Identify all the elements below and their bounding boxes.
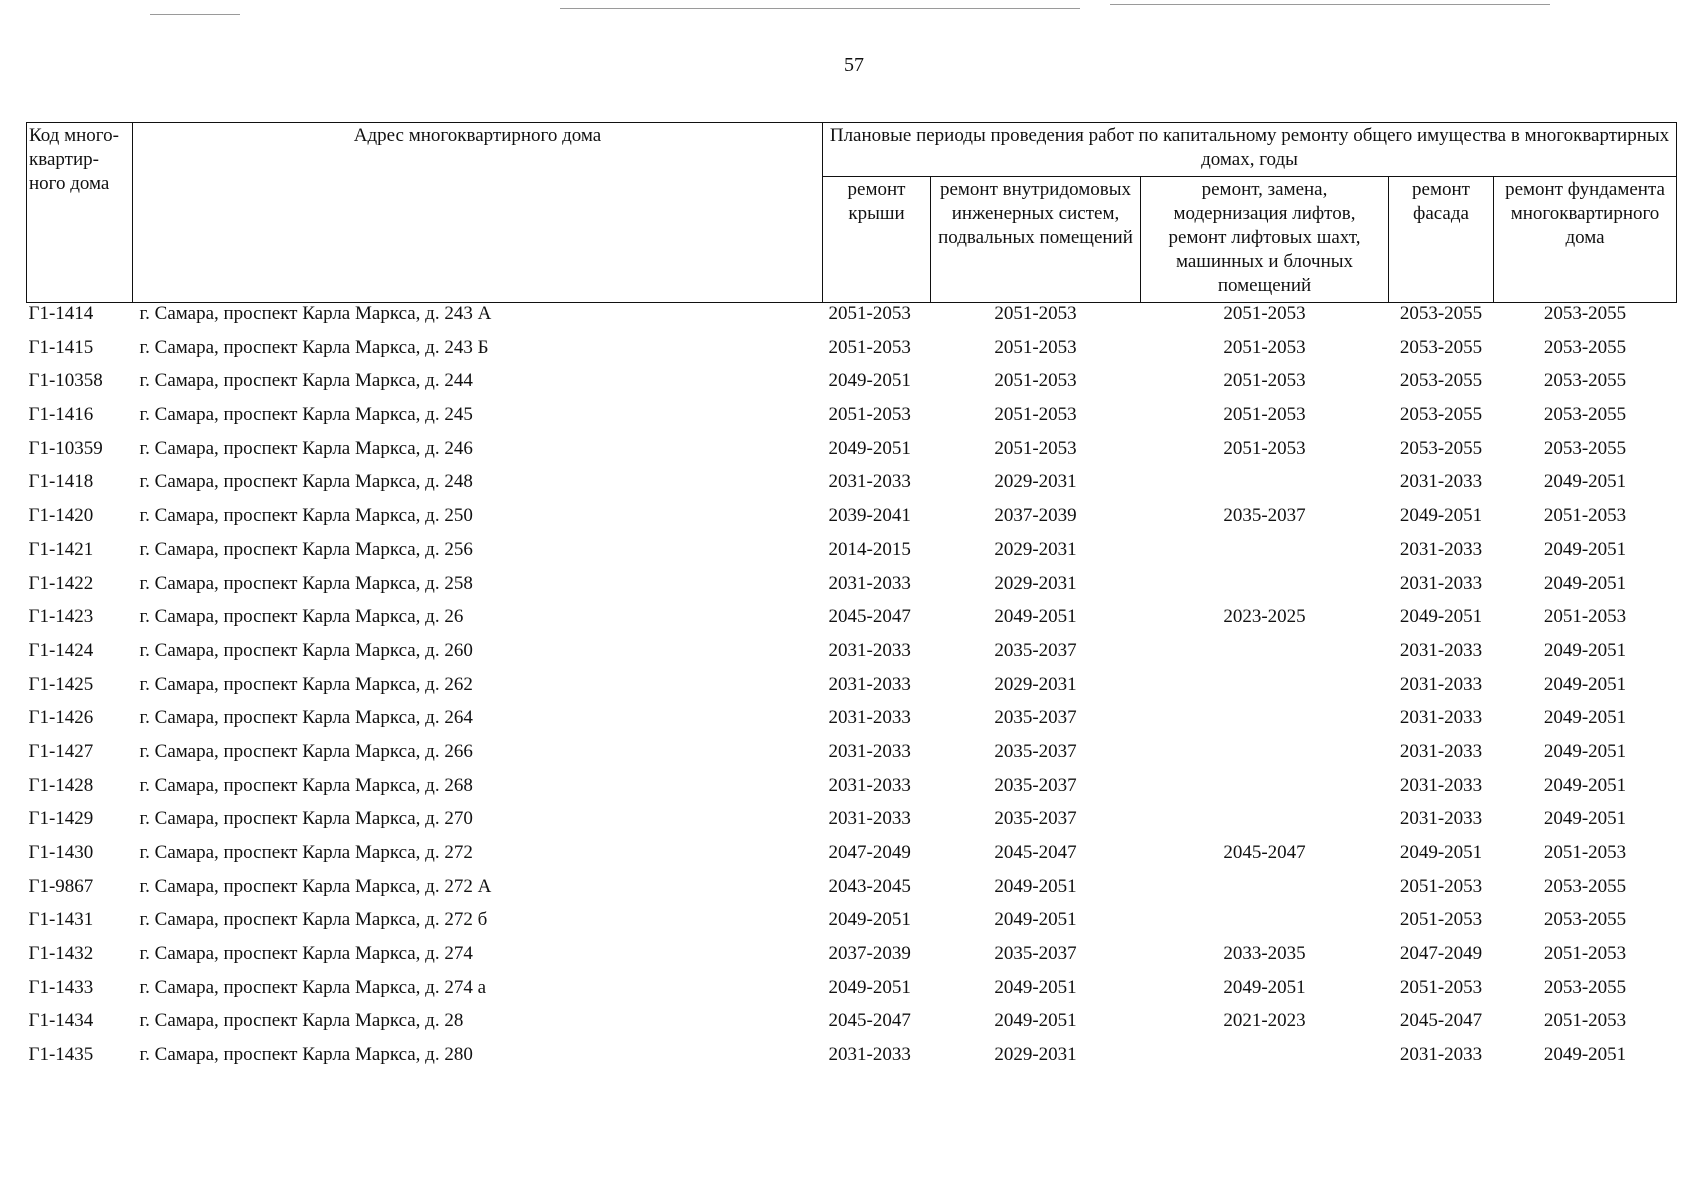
table-body <box>27 303 1677 1078</box>
table-row <box>27 775 1677 809</box>
cell-systems: 2051-2053 <box>994 404 1077 426</box>
cell-roof: 2043-2045 <box>828 875 911 897</box>
cell-facade: 2053-2055 <box>1399 437 1483 459</box>
cell-roof: 2031-2033 <box>828 740 911 762</box>
cell-foundation: 2051-2053 <box>1543 943 1627 965</box>
cell-roof: 2049-2051 <box>828 909 911 931</box>
cell-facade: 2053-2055 <box>1399 370 1483 392</box>
cell-roof: 2031-2033 <box>828 673 911 695</box>
cell-facade: 2031-2033 <box>1399 471 1483 493</box>
cell-systems: 2037-2039 <box>994 505 1077 527</box>
cell-facade: 2031-2033 <box>1399 1044 1483 1066</box>
table-row <box>27 1010 1677 1044</box>
cell-systems: 2029-2031 <box>994 471 1077 493</box>
table-row <box>27 573 1677 607</box>
cell-systems: 2049-2051 <box>994 1010 1077 1032</box>
cell-foundation: 2051-2053 <box>1543 505 1627 527</box>
cell-roof: 2049-2051 <box>828 976 911 998</box>
cell-lifts <box>1141 573 1389 607</box>
cell-code: Г1-1424 <box>28 639 94 661</box>
cell-foundation: 2053-2055 <box>1543 370 1627 392</box>
cell-address: г. Самара, проспект Карла Маркса, д. 243 Б <box>139 336 489 358</box>
cell-foundation: 2049-2051 <box>1543 538 1627 560</box>
table-row <box>27 1044 1677 1078</box>
cell-facade: 2031-2033 <box>1399 740 1483 762</box>
table-row <box>27 977 1677 1011</box>
cell-lifts: 2051-2053 <box>1223 404 1306 426</box>
cell-roof: 2039-2041 <box>828 505 911 527</box>
cell-facade: 2053-2055 <box>1399 404 1483 426</box>
cell-roof: 2049-2051 <box>828 370 911 392</box>
cell-lifts <box>1141 674 1389 708</box>
cell-facade: 2051-2053 <box>1399 976 1483 998</box>
cell-roof: 2031-2033 <box>828 707 911 729</box>
cell-facade: 2049-2051 <box>1399 842 1483 863</box>
cell-address: г. Самара, проспект Карла Маркса, д. 272 А <box>139 875 492 897</box>
cell-address: г. Самара, проспект Карла Маркса, д. 268 <box>139 774 473 796</box>
cell-roof: 2031-2033 <box>828 471 911 493</box>
cell-systems: 2045-2047 <box>994 842 1077 863</box>
cell-address: г. Самара, проспект Карла Маркса, д. 256 <box>139 538 473 560</box>
cell-address: г. Самара, проспект Карла Маркса, д. 272 <box>139 842 473 863</box>
cell-roof: 2031-2033 <box>828 1044 911 1066</box>
cell-code: Г1-1420 <box>28 505 94 527</box>
cell-code: Г1-1416 <box>28 404 94 426</box>
table-row <box>27 943 1677 977</box>
cell-lifts <box>1141 741 1389 775</box>
cell-code: Г1-1421 <box>28 538 94 560</box>
cell-systems: 2035-2037 <box>994 639 1077 661</box>
cell-roof: 2051-2053 <box>828 303 911 324</box>
cell-address: г. Самара, проспект Карла Маркса, д. 243 А <box>139 303 492 324</box>
cell-lifts <box>1141 471 1389 505</box>
cell-address: г. Самара, проспект Карла Маркса, д. 274 <box>139 943 473 965</box>
cell-foundation: 2049-2051 <box>1543 471 1627 493</box>
scan-artifact-line <box>1110 4 1550 5</box>
cell-foundation: 2053-2055 <box>1543 909 1627 931</box>
cell-address: г. Самара, проспект Карла Маркса, д. 245 <box>139 404 473 426</box>
cell-roof: 2014-2015 <box>828 538 911 560</box>
header-address: Адрес многоквартирного дома <box>133 123 823 303</box>
cell-roof: 2031-2033 <box>828 639 911 661</box>
cell-address: г. Самара, проспект Карла Маркса, д. 272 б <box>139 909 488 931</box>
cell-roof: 2031-2033 <box>828 572 911 594</box>
cell-address: г. Самара, проспект Карла Маркса, д. 270 <box>139 808 473 830</box>
cell-code: Г1-1428 <box>28 774 94 796</box>
header-periods-group: Плановые периоды проведения работ по капитальному ремонту общего имущества в многоквартирных домах, годы <box>823 123 1677 177</box>
table-row <box>27 842 1677 876</box>
table-row <box>27 505 1677 539</box>
cell-systems: 2051-2053 <box>994 370 1077 392</box>
cell-code: Г1-1431 <box>28 909 94 931</box>
scan-artifact-line <box>560 8 1080 9</box>
cell-address: г. Самара, проспект Карла Маркса, д. 28 <box>139 1010 464 1032</box>
cell-facade: 2031-2033 <box>1399 707 1483 729</box>
cell-facade: 2031-2033 <box>1399 538 1483 560</box>
header-code: Код много-квартир-ного дома <box>27 123 133 303</box>
table-row <box>27 741 1677 775</box>
cell-lifts <box>1141 640 1389 674</box>
table-row <box>27 471 1677 505</box>
cell-code: Г1-1422 <box>28 572 94 594</box>
header-roof: ремонт крыши <box>823 177 931 303</box>
cell-lifts: 2049-2051 <box>1223 976 1306 998</box>
cell-foundation: 2053-2055 <box>1543 437 1627 459</box>
cell-address: г. Самара, проспект Карла Маркса, д. 250 <box>139 505 473 527</box>
cell-lifts: 2045-2047 <box>1223 842 1306 863</box>
cell-address: г. Самара, проспект Карла Маркса, д. 266 <box>139 740 473 762</box>
cell-roof: 2049-2051 <box>828 437 911 459</box>
cell-systems: 2029-2031 <box>994 572 1077 594</box>
cell-foundation: 2053-2055 <box>1543 404 1627 426</box>
cell-facade: 2053-2055 <box>1399 303 1483 324</box>
cell-lifts <box>1141 909 1389 943</box>
cell-roof: 2037-2039 <box>828 943 911 965</box>
header-foundation: ремонт фундамента многоквартирного дома <box>1494 177 1677 303</box>
cell-lifts <box>1141 808 1389 842</box>
cell-facade: 2049-2051 <box>1399 505 1483 527</box>
table-row <box>27 674 1677 708</box>
cell-lifts <box>1141 539 1389 573</box>
table-row <box>27 606 1677 640</box>
cell-systems: 2035-2037 <box>994 774 1077 796</box>
cell-foundation: 2049-2051 <box>1543 707 1627 729</box>
table-row <box>27 370 1677 404</box>
cell-foundation: 2049-2051 <box>1543 1044 1627 1066</box>
cell-facade: 2053-2055 <box>1399 336 1483 358</box>
cell-code: Г1-1425 <box>28 673 94 695</box>
cell-foundation: 2051-2053 <box>1543 606 1627 628</box>
table-row <box>27 539 1677 573</box>
cell-address: г. Самара, проспект Карла Маркса, д. 280 <box>139 1044 473 1066</box>
scan-artifact-line <box>150 14 240 15</box>
repair-schedule-table <box>26 122 1677 1078</box>
cell-address: г. Самара, проспект Карла Маркса, д. 244 <box>139 370 473 392</box>
cell-code: Г1-1423 <box>28 606 94 628</box>
cell-address: г. Самара, проспект Карла Маркса, д. 264 <box>139 707 473 729</box>
cell-lifts: 2051-2053 <box>1223 370 1306 392</box>
cell-foundation: 2049-2051 <box>1543 740 1627 762</box>
cell-roof: 2045-2047 <box>828 1010 911 1032</box>
cell-lifts: 2023-2025 <box>1223 606 1306 628</box>
cell-lifts: 2051-2053 <box>1223 336 1306 358</box>
cell-roof: 2031-2033 <box>828 774 911 796</box>
cell-address: г. Самара, проспект Карла Маркса, д. 274 а <box>139 976 487 998</box>
cell-systems: 2035-2037 <box>994 943 1077 965</box>
cell-systems: 2051-2053 <box>994 437 1077 459</box>
cell-code: Г1-1414 <box>28 303 94 324</box>
cell-foundation: 2049-2051 <box>1543 639 1627 661</box>
cell-code: Г1-1433 <box>28 976 94 998</box>
cell-systems: 2029-2031 <box>994 673 1077 695</box>
table-row <box>27 909 1677 943</box>
cell-systems: 2029-2031 <box>994 1044 1077 1066</box>
cell-systems: 2035-2037 <box>994 740 1077 762</box>
table-row <box>27 404 1677 438</box>
cell-code: Г1-1434 <box>28 1010 94 1032</box>
cell-systems: 2035-2037 <box>994 808 1077 830</box>
cell-systems: 2029-2031 <box>994 538 1077 560</box>
cell-lifts <box>1141 876 1389 910</box>
cell-address: г. Самара, проспект Карла Маркса, д. 258 <box>139 572 473 594</box>
cell-facade: 2047-2049 <box>1399 943 1483 965</box>
cell-facade: 2051-2053 <box>1399 875 1483 897</box>
cell-lifts <box>1141 707 1389 741</box>
cell-foundation: 2049-2051 <box>1543 774 1627 796</box>
cell-foundation: 2053-2055 <box>1543 303 1627 324</box>
cell-code: Г1-9867 <box>28 875 94 897</box>
cell-address: г. Самара, проспект Карла Маркса, д. 246 <box>139 437 473 459</box>
cell-systems: 2049-2051 <box>994 976 1077 998</box>
cell-systems: 2049-2051 <box>994 909 1077 931</box>
cell-code: Г1-1432 <box>28 943 94 965</box>
cell-lifts <box>1141 1044 1389 1078</box>
cell-lifts: 2033-2035 <box>1223 943 1306 965</box>
cell-foundation: 2053-2055 <box>1543 336 1627 358</box>
cell-address: г. Самара, проспект Карла Маркса, д. 260 <box>139 639 473 661</box>
cell-code: Г1-1435 <box>28 1044 94 1066</box>
cell-address: г. Самара, проспект Карла Маркса, д. 26 <box>139 606 464 628</box>
table-row <box>27 707 1677 741</box>
cell-lifts: 2035-2037 <box>1223 505 1306 527</box>
cell-facade: 2045-2047 <box>1399 1010 1483 1032</box>
cell-facade: 2051-2053 <box>1399 909 1483 931</box>
cell-roof: 2047-2049 <box>828 842 911 863</box>
cell-lifts: 2021-2023 <box>1223 1010 1306 1032</box>
cell-systems: 2035-2037 <box>994 707 1077 729</box>
cell-facade: 2031-2033 <box>1399 639 1483 661</box>
cell-lifts: 2051-2053 <box>1223 437 1306 459</box>
cell-systems: 2049-2051 <box>994 606 1077 628</box>
cell-foundation: 2051-2053 <box>1543 842 1627 863</box>
cell-roof: 2045-2047 <box>828 606 911 628</box>
table-row <box>27 438 1677 472</box>
cell-facade: 2049-2051 <box>1399 606 1483 628</box>
cell-code: Г1-10358 <box>28 370 103 392</box>
cell-lifts: 2051-2053 <box>1223 303 1306 324</box>
cell-code: Г1-1427 <box>28 740 94 762</box>
cell-code: Г1-1415 <box>28 336 94 358</box>
header-systems: ремонт внутридомовых инженерных систем, подвальных помещений <box>931 177 1141 303</box>
cell-foundation: 2049-2051 <box>1543 673 1627 695</box>
cell-code: Г1-1418 <box>28 471 94 493</box>
cell-foundation: 2053-2055 <box>1543 976 1627 998</box>
table-row <box>27 808 1677 842</box>
cell-code: Г1-1430 <box>28 842 94 863</box>
table-header <box>27 123 1677 303</box>
cell-facade: 2031-2033 <box>1399 572 1483 594</box>
cell-facade: 2031-2033 <box>1399 774 1483 796</box>
cell-code: Г1-1429 <box>28 808 94 830</box>
header-facade: ремонт фасада <box>1389 177 1494 303</box>
cell-code: Г1-1426 <box>28 707 94 729</box>
cell-foundation: 2053-2055 <box>1543 875 1627 897</box>
table-row <box>27 303 1677 337</box>
table-row <box>27 640 1677 674</box>
cell-lifts <box>1141 775 1389 809</box>
cell-systems: 2051-2053 <box>994 303 1077 324</box>
cell-roof: 2031-2033 <box>828 808 911 830</box>
cell-foundation: 2049-2051 <box>1543 572 1627 594</box>
page-number: 57 <box>844 54 864 76</box>
cell-address: г. Самара, проспект Карла Маркса, д. 262 <box>139 673 473 695</box>
cell-systems: 2049-2051 <box>994 875 1077 897</box>
header-lifts: ремонт, замена, модернизация лифтов, ремонт лифтовых шахт, машинных и блочных помещений <box>1141 177 1389 303</box>
cell-code: Г1-10359 <box>28 437 103 459</box>
table-row <box>27 337 1677 371</box>
cell-foundation: 2051-2053 <box>1543 1010 1627 1032</box>
cell-address: г. Самара, проспект Карла Маркса, д. 248 <box>139 471 473 493</box>
cell-facade: 2031-2033 <box>1399 808 1483 830</box>
cell-roof: 2051-2053 <box>828 404 911 426</box>
cell-facade: 2031-2033 <box>1399 673 1483 695</box>
table-row <box>27 876 1677 910</box>
cell-systems: 2051-2053 <box>994 336 1077 358</box>
cell-roof: 2051-2053 <box>828 336 911 358</box>
cell-foundation: 2049-2051 <box>1543 808 1627 830</box>
